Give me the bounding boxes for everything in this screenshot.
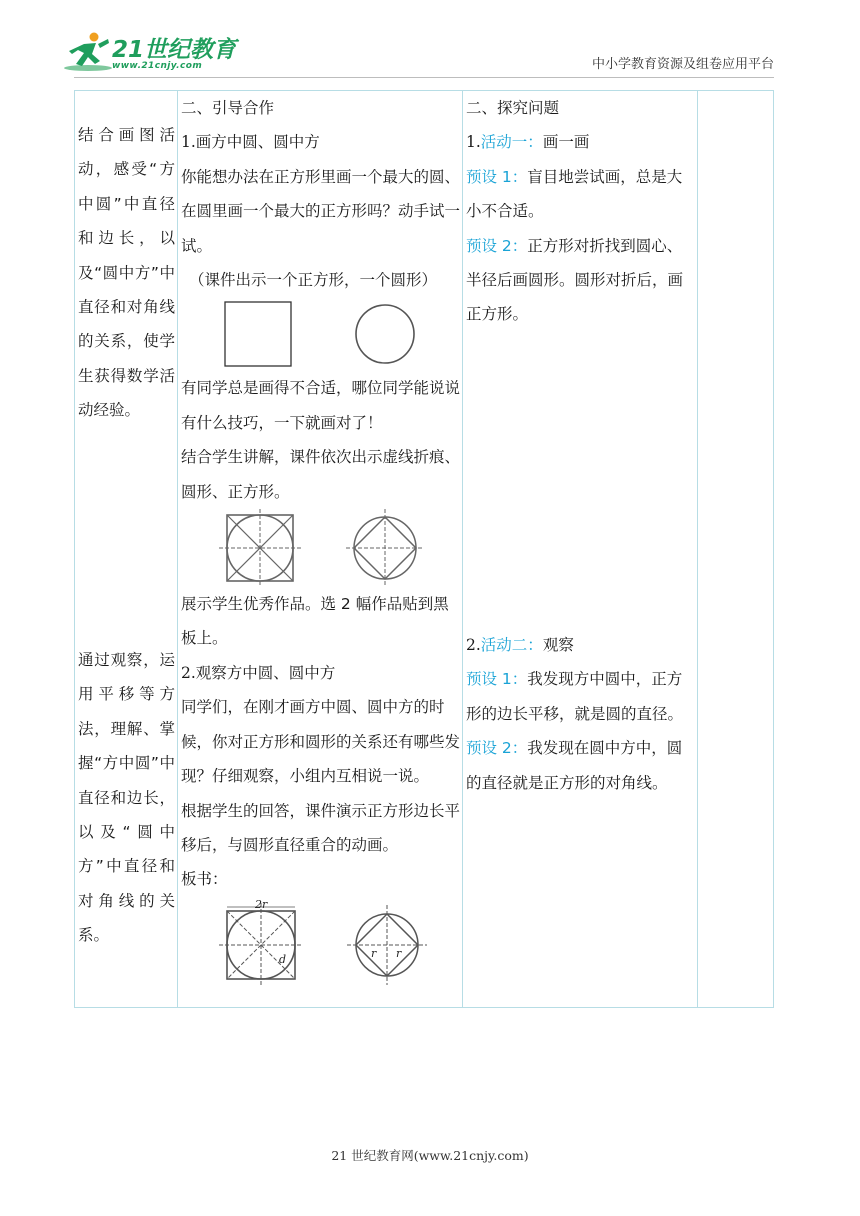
paragraph: 根据学生的回答，课件演示正方形边长平移后，与圆形直径重合的动画。 — [181, 801, 461, 854]
paragraph: 展示学生优秀作品。选 2 幅作品贴到黑板上。 — [181, 595, 449, 648]
preset-2 — [466, 229, 696, 332]
label-r-left: r — [371, 946, 377, 960]
preset-text: 盲目地尝试画，总是大小不合适。 — [466, 167, 683, 221]
activity-number: 1. — [466, 133, 481, 152]
paragraph: 有同学总是画得不合适，哪位同学能说说有什么技巧，一下就画对了！ — [181, 379, 461, 432]
label-d: d — [279, 952, 287, 966]
label-r-right: r — [396, 946, 402, 960]
table-border-right — [773, 90, 774, 1008]
activity-text: 画一画 — [542, 133, 590, 152]
blackboard-diagram — [181, 897, 461, 985]
platform-name: 中小学教育资源及组卷应用平台 — [591, 57, 774, 72]
objective-2: 通过观察，运用平移等方法，理解、掌握“方中圆”中直径和边长，以及“圆中方”中直径和对角线的关系。 — [78, 651, 175, 945]
column-divider-3 — [697, 90, 698, 1008]
preset-text: 我发现方中圆中，正方形的边长平移，就是圆的直径。 — [466, 670, 684, 723]
preset-label: 预设 1： — [466, 167, 528, 186]
table-border-left — [74, 90, 75, 1008]
square-and-circle-figure — [181, 297, 461, 371]
section-title: 二、引导合作 — [181, 99, 275, 117]
preset-label: 预设 1： — [466, 670, 528, 689]
objective-1: 结合画图活动，感受“方中圆”中直径和边长，以及“圆中方”中直径和对角线的关系，使学生获得数学活动经验。 — [78, 126, 175, 420]
preset-3 — [466, 662, 696, 731]
folding-crease-figure — [181, 509, 461, 587]
activity-text: 观察 — [542, 636, 574, 654]
preset-4 — [466, 731, 696, 800]
preset-label: 预设 2： — [466, 236, 528, 255]
subheading-2: 2.观察方中圆、圆中方 — [181, 663, 336, 682]
student-activity-2 — [466, 628, 696, 800]
activity-number: 2. — [466, 636, 481, 654]
activity-label: 活动一： — [480, 133, 543, 152]
label-2r: 2r — [255, 897, 268, 911]
paragraph: 板书： — [181, 870, 228, 889]
section-title: 二、探究问题 — [466, 99, 560, 117]
activity-2 — [466, 628, 696, 662]
logo-url: www.21cnjy.com — [112, 61, 203, 71]
page-footer: 21 世纪教育网(www.21cnjy.com) — [331, 1148, 529, 1163]
page-header — [0, 0, 860, 90]
teacher-activity — [181, 91, 461, 985]
table-border-bottom — [74, 1007, 774, 1008]
preset-text: 我发现在圆中方中，圆的直径就是正方形的对角线。 — [466, 739, 683, 792]
preset-text: 正方形对折找到圆心、半径后画圆形。圆形对折后，画正方形。 — [466, 236, 684, 324]
subheading-1: 1.画方中圆、圆中方 — [181, 133, 320, 152]
column-divider-1 — [177, 90, 178, 1008]
paragraph: 你能想办法在正方形里画一个最大的圆、在圆里画一个最大的正方形吗？动手试一试。 — [181, 167, 461, 255]
activity-1 — [466, 125, 696, 159]
paragraph: （课件出示一个正方形，一个圆形） — [189, 271, 438, 290]
paragraph: 同学们，在刚才画方中圆、圆中方的时候，你对正方形和圆形的关系还有哪些发现？仔细观察，小组内互相说一说。 — [181, 698, 461, 786]
student-activity — [466, 91, 696, 332]
paragraph: 结合学生讲解，课件依次出示虚线折痕、圆形、正方形。 — [181, 448, 461, 501]
lesson-table — [74, 90, 774, 1008]
header-divider — [74, 77, 774, 78]
preset-label: 预设 2： — [466, 739, 528, 758]
column-divider-2 — [462, 90, 463, 1008]
activity-label: 活动二： — [480, 636, 543, 654]
preset-1 — [466, 160, 696, 229]
logo-text: 21世纪教育 — [112, 37, 237, 63]
